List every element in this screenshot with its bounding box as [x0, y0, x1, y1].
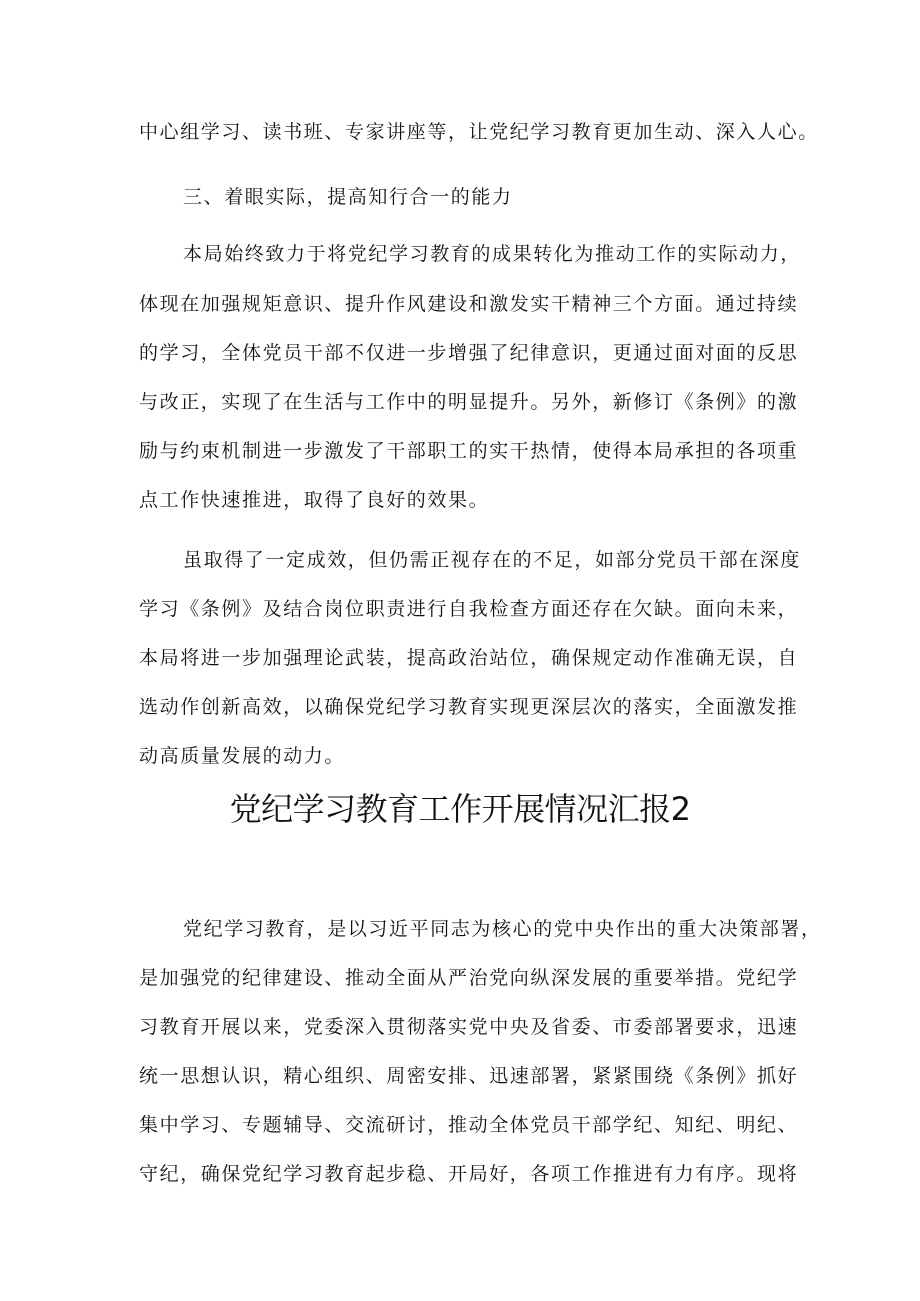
document-title: 党纪学习教育工作开展情况汇报2	[229, 790, 691, 828]
paragraph-line: 励与约束机制进一步激发了干部职工的实干热情，使得本局承担的各项重	[139, 440, 799, 462]
paragraph-line: 是加强党的纪律建设、推动全面从严治党向纵深发展的重要举措。党纪学	[139, 967, 799, 989]
paragraph-line: 体现在加强规矩意识、提升作风建设和激发实干精神三个方面。通过持续	[139, 293, 799, 315]
paragraph-line: 守纪，确保党纪学习教育起步稳、开局好，各项工作推进有力有序。现将	[139, 1163, 799, 1185]
paragraph-line: 集中学习、专题辅导、交流研讨，推动全体党员干部学纪、知纪、明纪、	[139, 1114, 799, 1136]
section-heading: 三、着眼实际，提高知行合一的能力	[183, 186, 513, 208]
paragraph-line: 的学习，全体党员干部不仅进一步增强了纪律意识，更通过面对面的反思	[139, 342, 799, 364]
paragraph-line: 动高质量发展的动力。	[139, 745, 346, 767]
paragraph-line: 本局始终致力于将党纪学习教育的成果转化为推动工作的实际动力，	[183, 243, 802, 265]
paragraph-line: 党纪学习教育，是以习近平同志为核心的党中央作出的重大决策部署，	[183, 918, 822, 940]
paragraph-line: 虽取得了一定成效，但仍需正视存在的不足，如部分党员干部在深度	[183, 549, 802, 571]
paragraph-line: 习教育开展以来，党委深入贯彻落实党中央及省委、市委部署要求，迅速	[139, 1016, 799, 1038]
paragraph-tail-line: 中心组学习、读书班、专家讲座等，让党纪学习教育更加生动、深入人心。	[139, 121, 819, 143]
paragraph-line: 选动作创新高效，以确保党纪学习教育实现更深层次的落实，全面激发推	[139, 696, 799, 718]
paragraph-line: 本局将进一步加强理论武装，提高政治站位，确保规定动作准确无误，自	[139, 647, 799, 669]
paragraph-line: 与改正，实现了在生活与工作中的明显提升。另外，新修订《条例》的激	[139, 391, 799, 413]
paragraph-line: 点工作快速推进，取得了良好的效果。	[139, 489, 490, 511]
paragraph-line: 统一思想认识，精心组织、周密安排、迅速部署，紧紧围绕《条例》抓好	[139, 1065, 799, 1087]
paragraph-line: 学习《条例》及结合岗位职责进行自我检查方面还存在欠缺。面向未来，	[139, 598, 799, 620]
